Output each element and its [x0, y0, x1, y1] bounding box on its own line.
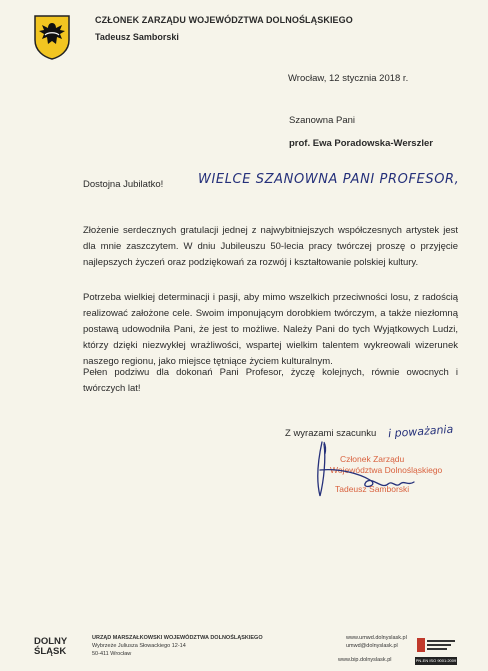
paragraph-1: Złożenie serdecznych gratulacji jednej z najwybitniejszych współczesnych artystek jest dla mnie zaszczytem. W dniu Jubileuszu 50-lecia pracy twórczej proszę o przyjęcie najlepszych życzeń oraz podziękowań za rozwój i kształtowanie polskiej kultury. — [83, 225, 458, 268]
office-name: URZĄD MARSZAŁKOWSKI WOJEWÓDZTWA DOLNOŚLĄSKIEGO — [92, 635, 263, 641]
logo-line-2: ŚLĄSK — [34, 646, 67, 657]
stamp-line-1: Członek Zarządu — [340, 454, 405, 464]
greeting-typed: Dostojna Jubilatko! — [83, 179, 164, 190]
dolny-slask-logo — [34, 637, 67, 657]
stamp-line-3: Tadeusz Samborski — [335, 484, 410, 494]
letter-date: Wrocław, 12 stycznia 2018 r. — [288, 73, 409, 84]
sender-name: Tadeusz Samborski — [95, 32, 179, 42]
contact-links — [346, 634, 407, 650]
closing-handwritten: i poważania — [387, 422, 454, 441]
recipient-name: prof. Ewa Poradowska-Werszler — [289, 138, 433, 149]
certification-badge: PN-EN ISO 9001:2009 — [415, 658, 457, 663]
coat-of-arms-icon — [33, 14, 71, 60]
office-title: CZŁONEK ZARZĄDU WOJEWÓDZTWA DOLNOŚLĄSKIEGO — [95, 15, 353, 25]
closing-typed: Z wyrazami szacunku — [285, 428, 377, 439]
paragraph-2: Potrzeba wielkiej determinacji i pasji, aby mimo wszelkich przeciwności losu, z radością realizować założone cele. Swoim imponującym dorobkiem twórczym, a także niezłomną postawą udowodniła Pani, że jest to możliwe. Należy Pani do tych Wyjątkowych Ludzi, którzy dzięki niezwykłej wrażliwości, wspartej wielkim talentem wykreowali wizerunek naszego regionu, jako miejsce tętniące życiem kulturalnym. — [83, 292, 458, 367]
address-line-2: 50-411 Wrocław — [92, 651, 132, 657]
stamp-line-2: Województwa Dolnośląskiego — [330, 465, 443, 475]
office-address — [92, 634, 263, 658]
address-line-1: Wybrzeże Juliusza Słowackiego 12-14 — [92, 643, 186, 649]
paragraph-3: Pełen podziwu dla dokonań Pani Profesor, życzę kolejnych, równie owocnych i twórczych lat! — [83, 367, 458, 394]
bip-link[interactable]: www.bip.dolnyslask.pl — [338, 657, 392, 663]
handwritten-signature — [300, 440, 430, 500]
email-link[interactable]: umwd@dolnyslask.pl — [346, 643, 398, 649]
website-link[interactable]: www.umwd.dolnyslask.pl — [346, 635, 407, 641]
logo-line-1: DOLNY — [34, 636, 68, 647]
recipient-salutation: Szanowna Pani — [289, 115, 356, 126]
greeting-handwritten: WIELCE SZANOWNA PANI PROFESOR, — [198, 172, 460, 187]
